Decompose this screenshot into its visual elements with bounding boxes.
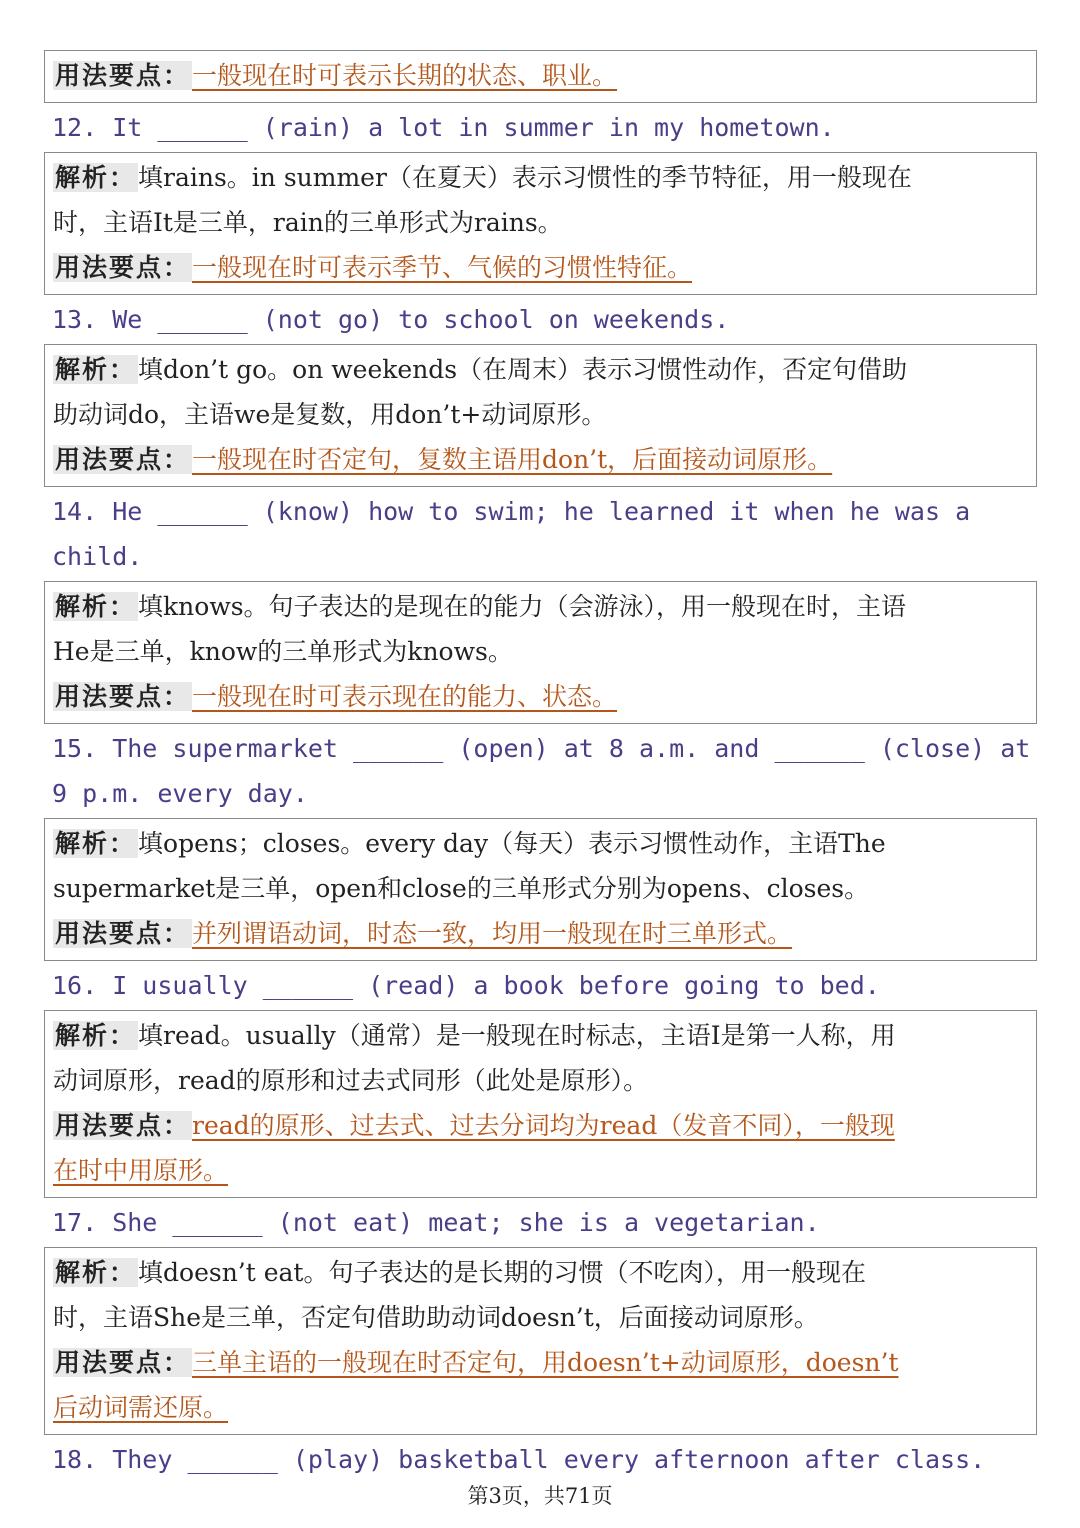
usage-text: 三单主语的一般现在时否定句，用doesn’t+动词原形，doesn’t bbox=[192, 1348, 899, 1377]
analysis-text-cont: 时，主语She是三单，否定句借助助动词doesn’t，后面接动词原形。 bbox=[53, 1303, 819, 1332]
question-15-cont: 9 p.m. every day. bbox=[52, 779, 308, 808]
usage-line bbox=[53, 245, 1028, 290]
analysis-text: 填opens；closes。every day（每天）表示习惯性动作，主语The bbox=[138, 829, 886, 858]
analysis-line bbox=[53, 347, 1028, 392]
analysis-text-cont: 时，主语It是三单，rain的三单形式为rains。 bbox=[53, 208, 563, 237]
usage-text: 一般现在时可表示现在的能力、状态。 bbox=[192, 682, 618, 711]
usage-line bbox=[53, 674, 1028, 719]
usage-label: 用法要点： bbox=[55, 253, 191, 282]
usage-label: 用法要点： bbox=[55, 919, 191, 948]
analysis-text: 填doesn’t eat。句子表达的是长期的习惯（不吃肉），用一般现在 bbox=[138, 1258, 866, 1287]
usage-label: 用法要点： bbox=[55, 682, 191, 711]
usage-label: 用法要点： bbox=[55, 1111, 191, 1140]
analysis-text-cont: 助动词do，主语we是复数，用don’t+动词原形。 bbox=[53, 400, 607, 429]
usage-text: 一般现在时可表示长期的状态、职业。 bbox=[192, 61, 618, 90]
page-number: 第3页，共71页 bbox=[467, 1484, 613, 1508]
usage-text-cont: 后动词需还原。 bbox=[53, 1393, 229, 1422]
analysis-text-cont: He是三单，know的三单形式为knows。 bbox=[53, 637, 513, 666]
question-17: 17. She ______ (not eat) meat; she is a vegetarian. bbox=[52, 1208, 820, 1237]
answer-box-11 bbox=[44, 50, 1037, 103]
analysis-line bbox=[53, 1250, 1028, 1295]
analysis-text: 填read。usually（通常）是一般现在时标志，主语I是第一人称，用 bbox=[138, 1021, 896, 1050]
analysis-label: 解析： bbox=[55, 829, 137, 858]
usage-text: 一般现在时可表示季节、气候的习惯性特征。 bbox=[192, 253, 693, 282]
question-16: 16. I usually ______ (read) a book before going to bed. bbox=[52, 971, 880, 1000]
analysis-label: 解析： bbox=[55, 592, 137, 621]
analysis-text: 填rains。in summer（在夏天）表示习惯性的季节特征，用一般现在 bbox=[138, 163, 912, 192]
analysis-line bbox=[53, 821, 1028, 866]
analysis-label: 解析： bbox=[55, 1258, 137, 1287]
analysis-line bbox=[53, 155, 1028, 200]
analysis-text: 填knows。句子表达的是现在的能力（会游泳），用一般现在时，主语 bbox=[138, 592, 907, 621]
answer-box-15 bbox=[44, 818, 1037, 961]
answer-box-12 bbox=[44, 152, 1037, 295]
usage-text-cont: 在时中用原形。 bbox=[53, 1156, 229, 1185]
answer-box-14 bbox=[44, 581, 1037, 724]
question-14-cont: child. bbox=[52, 542, 143, 571]
usage-line-cont bbox=[53, 1148, 1028, 1193]
answer-box-13 bbox=[44, 344, 1037, 487]
question-13: 13. We ______ (not go) to school on weekends. bbox=[52, 305, 730, 334]
analysis-text: 填don’t go。on weekends（在周末）表示习惯性动作，否定句借助 bbox=[138, 355, 908, 384]
question-15: 15. The supermarket ______ (open) at 8 a.m. and ______ (close) at bbox=[52, 734, 1031, 763]
analysis-label: 解析： bbox=[55, 355, 137, 384]
question-12: 12. It ______ (rain) a lot in summer in my hometown. bbox=[52, 113, 835, 142]
analysis-text-cont: supermarket是三单，open和close的三单形式分别为opens、closes。 bbox=[53, 874, 870, 903]
usage-line bbox=[53, 1103, 1028, 1148]
analysis-line bbox=[53, 1013, 1028, 1058]
analysis-line bbox=[53, 584, 1028, 629]
usage-line-cont bbox=[53, 1385, 1028, 1430]
usage-text: 并列谓语动词，时态一致，均用一般现在时三单形式。 bbox=[192, 919, 793, 948]
analysis-label: 解析： bbox=[55, 163, 137, 192]
usage-label: 用法要点： bbox=[55, 1348, 191, 1377]
analysis-label: 解析： bbox=[55, 1021, 137, 1050]
question-14: 14. He ______ (know) how to swim; he learned it when he was a bbox=[52, 497, 971, 526]
usage-label: 用法要点： bbox=[55, 61, 191, 90]
usage-text: 一般现在时否定句，复数主语用don’t，后面接动词原形。 bbox=[192, 445, 833, 474]
usage-line bbox=[53, 911, 1028, 956]
worksheet-page bbox=[44, 50, 1037, 1484]
usage-line bbox=[53, 53, 1028, 98]
usage-line bbox=[53, 1340, 1028, 1385]
answer-box-16 bbox=[44, 1010, 1037, 1198]
question-18: 18. They ______ (play) basketball every afternoon after class. bbox=[52, 1445, 986, 1474]
usage-line bbox=[53, 437, 1028, 482]
usage-text: read的原形、过去式、过去分词均为read（发音不同），一般现 bbox=[192, 1111, 895, 1140]
analysis-text-cont: 动词原形，read的原形和过去式同形（此处是原形）。 bbox=[53, 1066, 649, 1095]
answer-box-17 bbox=[44, 1247, 1037, 1435]
usage-label: 用法要点： bbox=[55, 445, 191, 474]
